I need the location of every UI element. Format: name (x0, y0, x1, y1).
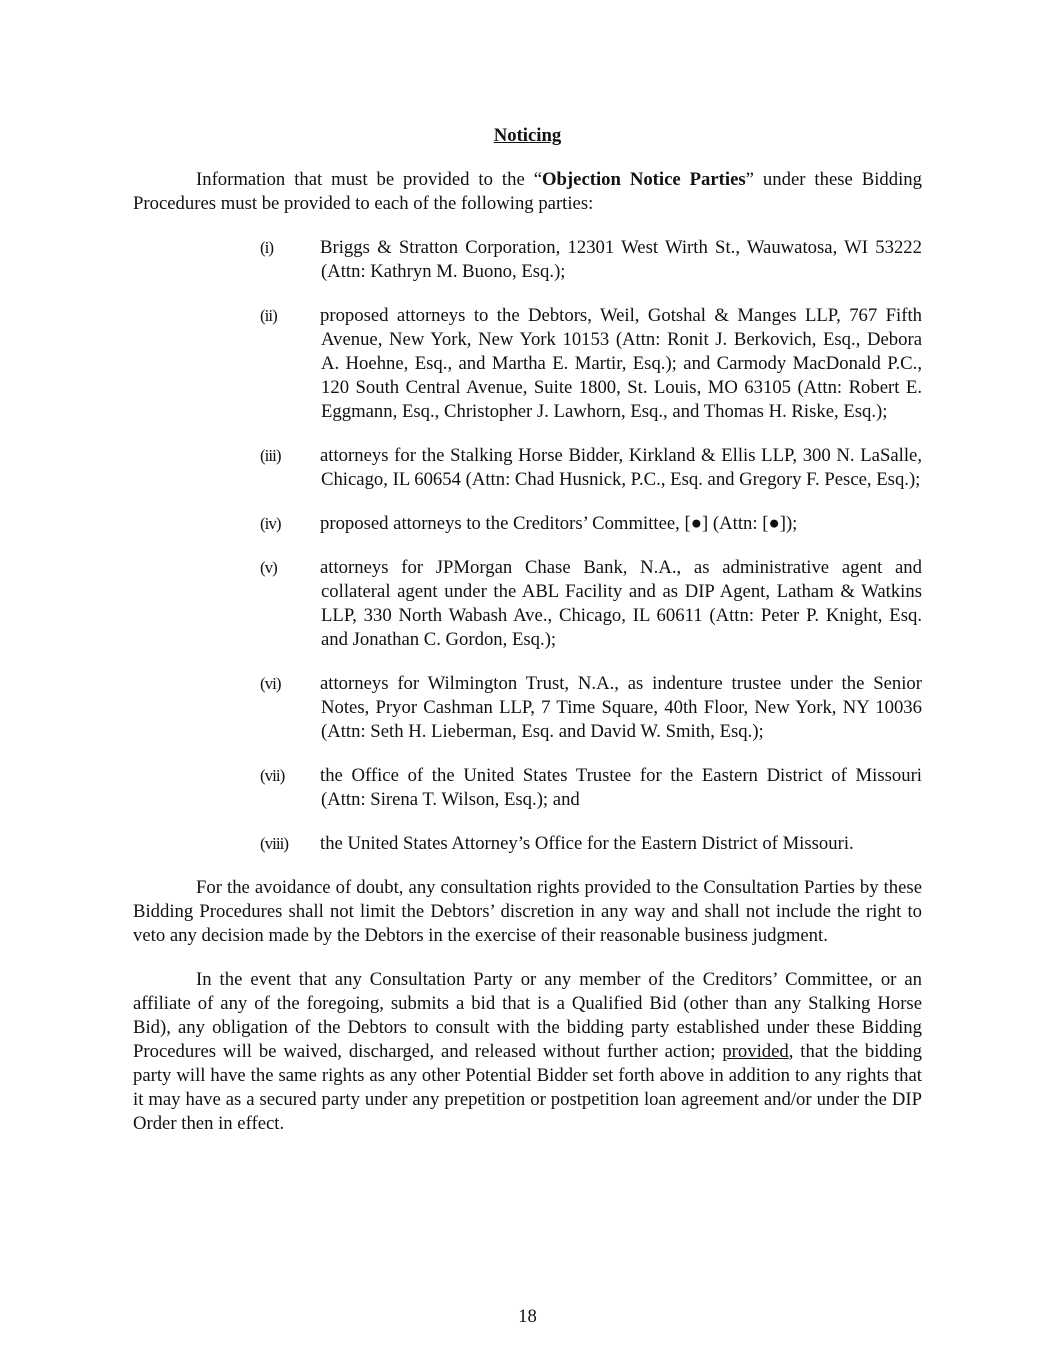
defined-term: Objection Notice Parties (542, 169, 746, 190)
page-number: 18 (518, 1306, 537, 1327)
item-number: (iii) (260, 446, 281, 465)
item-number: (v) (260, 558, 277, 577)
qualified-bid-paragraph (133, 968, 922, 1136)
item-text: Briggs & Stratton Corporation, 12301 West Wirth St., Wauwatosa, WI 53222 (Attn: Kathryn M. Buono, Esq.); (320, 237, 922, 282)
item-text: the United States Attorney’s Office for the Eastern District of Missouri. (320, 833, 854, 854)
item-number: (iv) (260, 514, 281, 533)
document-page (133, 124, 922, 1156)
list-item (133, 304, 922, 424)
item-text: attorneys for the Stalking Horse Bidder, Kirkland & Ellis LLP, 300 N. LaSalle, Chicago, IL 60654 (Attn: Chad Husnick, P.C., Esq. and Gregory F. Pesce, Esq.); (320, 445, 922, 490)
paragraph-text: In the event that any Consultation Party or any member of the Creditors’ Committee, or an affiliate of any of the foregoing, submits a bid that is a Qualified Bid (other than any Stalking Horse Bid), any obligation of the Debtors to consult with the bidding party established under these Bidding Procedures will be waived, discharged, and released without further action; (133, 969, 922, 1062)
item-text: the Office of the United States Trustee for the Eastern District of Missouri (Attn: Sirena T. Wilson, Esq.); and (320, 765, 922, 810)
intro-paragraph (133, 168, 922, 216)
list-item (133, 444, 922, 492)
list-item (133, 556, 922, 652)
item-number: (viii) (260, 834, 288, 853)
item-number: (i) (260, 238, 274, 257)
paragraph-text: , that the bidding party will have the same rights as any other Potential Bidder set forth above in addition to any rights that it may have as a secured party under any prepetition or postpetition loan agreement and/or under the DIP Order then in effect. (133, 1041, 922, 1134)
consultation-rights-paragraph: For the avoidance of doubt, any consultation rights provided to the Consultation Parties by these Bidding Procedures shall not limit the Debtors’ discretion in any way and shall not include the right to veto any decision made by the Debtors in the exercise of their reasonable business judgment. (133, 877, 922, 946)
list-item (133, 832, 922, 856)
item-text: proposed attorneys to the Debtors, Weil, Gotshal & Manges LLP, 767 Fifth Avenue, New York, New York 10153 (Attn: Ronit J. Berkovich, Esq., Debora A. Hoehne, Esq., and Martha E. Martir, Esq.); and Carmody MacDonald P.C., 120 South Central Avenue, Suite 1800, St. Louis, MO 63105 (Attn: Robert E. Eggmann, Esq., Christopher J. Lawhorn, Esq., and Thomas H. Riske, Esq.); (320, 305, 922, 422)
section-heading: Noticing (493, 125, 562, 146)
list-item (133, 672, 922, 744)
item-number: (vi) (260, 674, 281, 693)
intro-text: ” under these Bidding Procedures must be provided to each of the following parties: (133, 169, 922, 214)
item-text: attorneys for Wilmington Trust, N.A., as indenture trustee under the Senior Notes, Pryor Cashman LLP, 7 Time Square, 40th Floor, New York, NY 10036 (Attn: Seth H. Lieberman, Esq. and David W. Smith, Esq.); (320, 673, 922, 742)
notice-parties-list (133, 236, 922, 856)
intro-text: Information that must be provided to the “ (196, 169, 542, 190)
underlined-term: provided (722, 1041, 789, 1062)
list-item (133, 764, 922, 812)
list-item (133, 236, 922, 284)
list-item (133, 512, 922, 536)
item-text: proposed attorneys to the Creditors’ Committee, [●] (Attn: [●]); (320, 513, 798, 534)
item-number: (vii) (260, 766, 285, 785)
item-number: (ii) (260, 306, 277, 325)
item-text: attorneys for JPMorgan Chase Bank, N.A., as administrative agent and collateral agent under the ABL Facility and as DIP Agent, Latham & Watkins LLP, 330 North Wabash Ave., Chicago, IL 60611 (Attn: Peter P. Knight, Esq. and Jonathan C. Gordon, Esq.); (320, 557, 922, 650)
